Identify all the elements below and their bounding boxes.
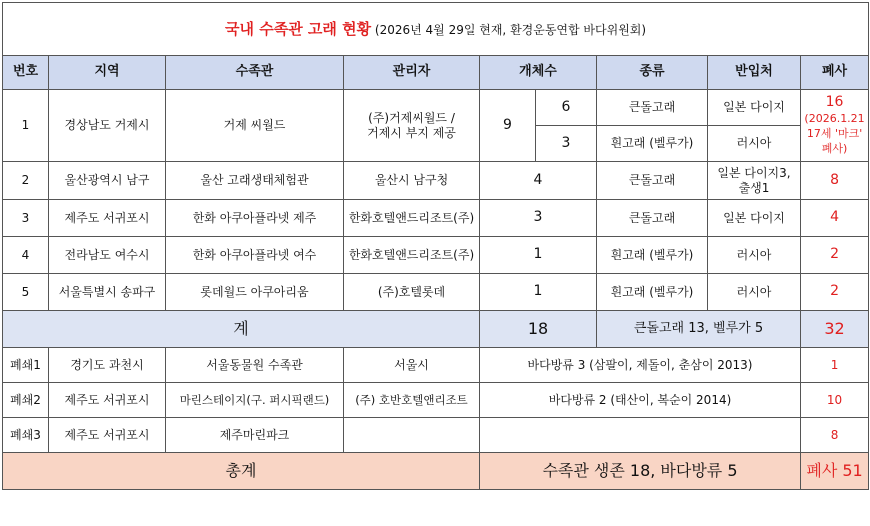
cell-aquarium: 울산 고래생태체험관 <box>166 162 344 200</box>
cell-aquarium: 거제 씨월드 <box>166 90 344 162</box>
table-row <box>3 162 869 200</box>
cell-deaths: 2 <box>801 237 869 274</box>
title-sub: (2026년 4월 29일 현재, 환경운동연합 바다위원회) <box>371 22 647 37</box>
cell-num: 폐쇄2 <box>3 383 49 418</box>
cell-num: 폐쇄3 <box>3 418 49 453</box>
cell-count: 4 <box>480 162 597 200</box>
summary-label: 계 <box>3 311 480 348</box>
cell-count: 6 <box>536 90 597 126</box>
cell-count: 3 <box>480 200 597 237</box>
cell-region: 울산광역시 남구 <box>49 162 166 200</box>
cell-region: 경상남도 거제시 <box>49 90 166 162</box>
cell-deaths: 2 <box>801 274 869 311</box>
cell-origin: 일본 다이지 <box>708 90 801 126</box>
cell-num: 폐쇄1 <box>3 348 49 383</box>
header-species: 종류 <box>597 56 708 90</box>
cell-release-note: 바다방류 2 (태산이, 복순이 2014) <box>480 383 801 418</box>
cell-species: 큰돌고래 <box>597 90 708 126</box>
cell-aquarium: 한화 아쿠아플라넷 제주 <box>166 200 344 237</box>
cell-species: 큰돌고래 <box>597 200 708 237</box>
cell-species: 큰돌고래 <box>597 162 708 200</box>
cell-region: 제주도 서귀포시 <box>49 418 166 453</box>
summary-species: 큰돌고래 13, 벨루가 5 <box>597 311 801 348</box>
deaths-note: (2026.1.21 17세 '마크' 폐사) <box>804 111 865 155</box>
total-row <box>3 453 869 490</box>
total-deaths: 폐사 51 <box>801 453 869 490</box>
cell-num: 5 <box>3 274 49 311</box>
cell-region: 제주도 서귀포시 <box>49 200 166 237</box>
summary-deaths: 32 <box>801 311 869 348</box>
cell-num: 1 <box>3 90 49 162</box>
cell-count: 3 <box>536 126 597 162</box>
cell-aquarium: 롯데월드 아쿠아리움 <box>166 274 344 311</box>
whale-status-table <box>2 2 869 490</box>
cell-release-note <box>480 418 801 453</box>
cell-origin: 러시아 <box>708 126 801 162</box>
cell-region: 경기도 과천시 <box>49 348 166 383</box>
cell-deaths: 8 <box>801 418 869 453</box>
cell-deaths <box>801 90 869 162</box>
cell-origin: 러시아 <box>708 237 801 274</box>
table-title <box>3 3 869 56</box>
cell-manager: 한화호텔앤드리조트(주) <box>344 237 480 274</box>
header-count: 개체수 <box>480 56 597 90</box>
cell-release-note: 바다방류 3 (삼팔이, 제돌이, 춘삼이 2013) <box>480 348 801 383</box>
deaths-value: 16 <box>825 94 844 111</box>
header-manager: 관리자 <box>344 56 480 90</box>
header-origin: 반입처 <box>708 56 801 90</box>
header-deaths: 폐사 <box>801 56 869 90</box>
cell-deaths: 10 <box>801 383 869 418</box>
title-main: 국내 수족관 고래 현황 <box>225 19 372 38</box>
table-row <box>3 274 869 311</box>
cell-count-total: 9 <box>480 90 536 162</box>
cell-count: 1 <box>480 237 597 274</box>
total-summary: 수족관 생존 18, 바다방류 5 <box>480 453 801 490</box>
cell-aquarium: 제주마린파크 <box>166 418 344 453</box>
cell-deaths: 4 <box>801 200 869 237</box>
summary-count: 18 <box>480 311 597 348</box>
cell-count: 1 <box>480 274 597 311</box>
cell-region: 서울특별시 송파구 <box>49 274 166 311</box>
header-aquarium: 수족관 <box>166 56 344 90</box>
cell-manager: (주)거제씨월드 / 거제시 부지 제공 <box>344 90 480 162</box>
cell-manager: 한화호텔앤드리조트(주) <box>344 200 480 237</box>
cell-num: 2 <box>3 162 49 200</box>
summary-row <box>3 311 869 348</box>
cell-region: 전라남도 여수시 <box>49 237 166 274</box>
cell-origin: 일본 다이지3, 출생1 <box>708 162 801 200</box>
cell-species: 흰고래 (벨루가) <box>597 274 708 311</box>
cell-aquarium: 한화 아쿠아플라넷 여수 <box>166 237 344 274</box>
header-row <box>3 56 869 90</box>
header-region: 지역 <box>49 56 166 90</box>
cell-deaths: 8 <box>801 162 869 200</box>
cell-deaths: 1 <box>801 348 869 383</box>
cell-manager: (주)호텔롯데 <box>344 274 480 311</box>
cell-manager <box>344 418 480 453</box>
table-row <box>3 200 869 237</box>
closed-row <box>3 348 869 383</box>
cell-manager: (주) 호반호텔앤리조트 <box>344 383 480 418</box>
table-row <box>3 237 869 274</box>
cell-origin: 일본 다이지 <box>708 200 801 237</box>
cell-num: 3 <box>3 200 49 237</box>
header-num: 번호 <box>3 56 49 90</box>
cell-manager: 울산시 남구청 <box>344 162 480 200</box>
total-label: 총계 <box>3 453 480 490</box>
cell-region: 제주도 서귀포시 <box>49 383 166 418</box>
cell-aquarium: 서울동물원 수족관 <box>166 348 344 383</box>
cell-species: 흰고래 (벨루가) <box>597 237 708 274</box>
cell-species: 흰고래 (벨루가) <box>597 126 708 162</box>
closed-row <box>3 383 869 418</box>
cell-aquarium: 마린스테이지(구. 퍼시픽랜드) <box>166 383 344 418</box>
cell-num: 4 <box>3 237 49 274</box>
cell-manager: 서울시 <box>344 348 480 383</box>
table-row <box>3 90 869 126</box>
cell-origin: 러시아 <box>708 274 801 311</box>
closed-row <box>3 418 869 453</box>
